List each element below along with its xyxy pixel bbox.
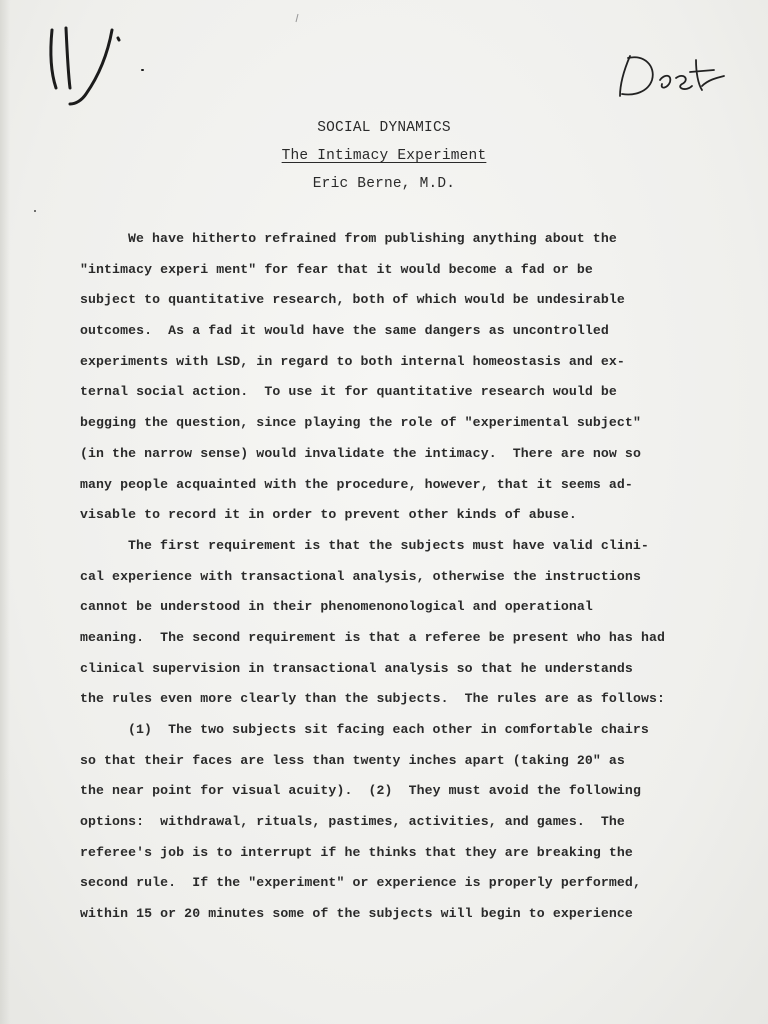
body-text xyxy=(80,224,744,930)
text-line: outcomes. As a fad it would have the same dangers as uncontrolled xyxy=(80,323,609,339)
text-line: referee's job is to interrupt if he thinks that they are breaking the xyxy=(80,844,633,860)
text-line: subject to quantitative research, both of which would be undesirable xyxy=(80,292,625,308)
text-line: begging the question, since playing the role of "experimental subject" xyxy=(80,415,641,431)
text-line: "intimacy experi ment" for fear that it would become a fad or be xyxy=(80,261,593,277)
text-line: the rules even more clearly than the subjects. The rules are as follows: xyxy=(80,691,666,707)
document-header xyxy=(0,114,768,198)
text-line: clinical supervision in transactional analysis so that he understands xyxy=(80,660,633,676)
text-line: experiments with LSD, in regard to both internal homeostasis and ex- xyxy=(80,353,625,369)
author-line: Eric Berne, M.D. xyxy=(312,176,456,192)
smudge-mark xyxy=(296,14,298,22)
paper-speck xyxy=(34,210,36,212)
text-line: second rule. If the "experiment" or experience is properly performed, xyxy=(80,875,641,891)
text-line: visable to record it in order to prevent other kinds of abuse. xyxy=(80,507,577,523)
text-line: meaning. The second requirement is that a referee be present who has had xyxy=(80,629,666,645)
text-line: many people acquainted with the procedure, however, that it seems ad- xyxy=(80,476,633,492)
text-line: ternal social action. To use it for quantitative research would be xyxy=(80,384,617,400)
text-line: within 15 or 20 minutes some of the subjects will begin to experience xyxy=(80,906,633,922)
text-line: cal experience with transactional analysis, otherwise the instructions xyxy=(80,568,641,584)
text-line: The first requirement is that the subjects must have valid clini- xyxy=(128,537,649,553)
text-line: so that their faces are less than twenty inches apart (taking 20" as xyxy=(80,752,625,768)
text-line: the near point for visual acuity). (2) They must avoid the following xyxy=(80,783,641,799)
text-line: options: withdrawal, rituals, pastimes, activities, and games. The xyxy=(80,814,625,830)
text-line: (in the narrow sense) would invalidate the intimacy. There are now so xyxy=(80,445,641,461)
handwritten-mark-top-left xyxy=(51,28,143,104)
text-line: (1) The two subjects sit facing each other in comfortable chairs xyxy=(128,722,649,737)
handwritten-note-top-right xyxy=(620,56,724,96)
text-line: We have hitherto refrained from publishing anything about the xyxy=(128,231,617,246)
section-heading: SOCIAL DYNAMICS xyxy=(317,120,451,136)
text-line: cannot be understood in their phenomenonological and operational xyxy=(80,599,593,615)
document-title: The Intimacy Experiment xyxy=(281,148,487,164)
